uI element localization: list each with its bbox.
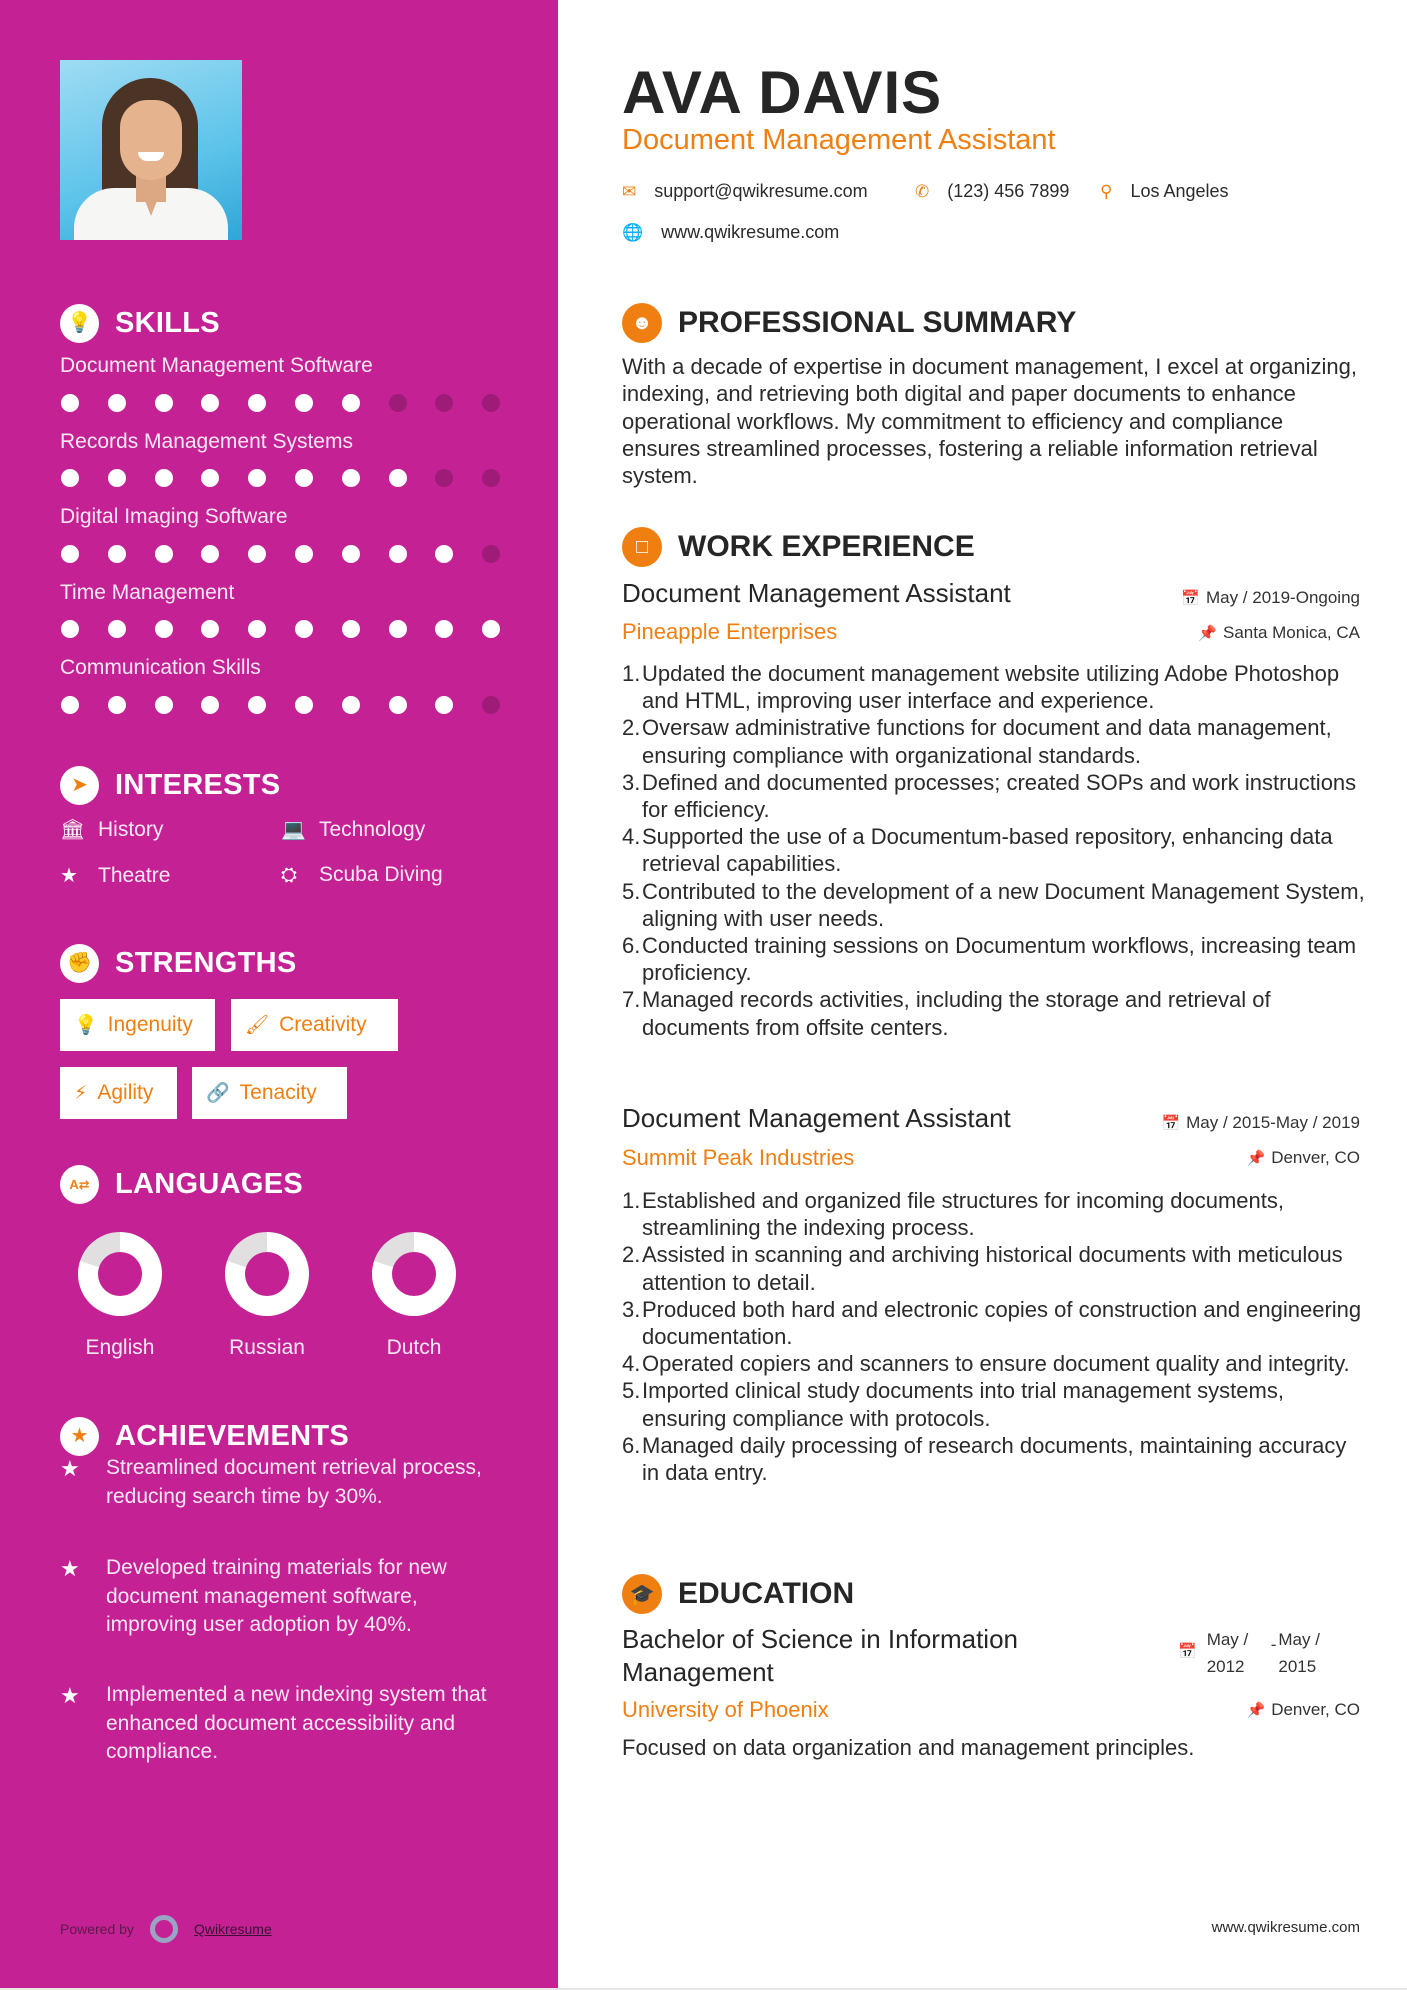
- pushpin-icon: 📌: [1198, 625, 1217, 642]
- life-ring-icon: ⛭: [281, 863, 297, 886]
- job-bullet: 1. Updated the document management website utilizing Adobe Photoshop and HTML, improving user interface and experience.: [622, 661, 1340, 714]
- rating-dot: [389, 545, 407, 563]
- rating-dot: [61, 545, 79, 563]
- pushpin-icon: 📌: [1246, 1150, 1266, 1167]
- education-heading: 🎓 EDUCATION: [622, 1574, 854, 1614]
- rating-dot: [389, 696, 407, 714]
- rating-dot: [201, 696, 219, 714]
- rating-dot: [155, 620, 173, 638]
- strengths-heading: ✊ STRENGTHS: [60, 943, 297, 983]
- job-role: Document Management Assistant: [622, 578, 1011, 608]
- summary-text: With a decade of expertise in document management, I excel at organizing, indexing, and retrieving both digital and paper documents to enhance operational workflows. My commitment to efficiency and compliance ensures streamlined processes, fostering a reliable information retrieval system.: [622, 354, 1357, 489]
- rating-dot: [201, 545, 219, 563]
- calendar-icon: 📅: [1178, 1643, 1197, 1660]
- strength-chip-creativity: 🖌 Creativity: [231, 999, 398, 1051]
- rating-dot: [61, 696, 79, 714]
- achievement-item: ★ Implemented a new indexing system that enhanced document accessibility and compliance.: [60, 1681, 500, 1767]
- link-icon: 🔗: [206, 1083, 230, 1104]
- fist-icon: ✊: [60, 944, 99, 983]
- interest-theatre: ★ Theatre: [60, 863, 171, 887]
- rating-dot: [61, 394, 79, 412]
- graduate-icon: 🎓: [622, 1574, 662, 1614]
- skill-label: Time Management: [60, 581, 235, 604]
- rating-dot: [389, 469, 407, 487]
- job-bullet: 5. Contributed to the development of a new Document Management System, aligning with user needs.: [622, 878, 1365, 931]
- rating-dot: [482, 545, 500, 563]
- achievements-heading: ★ ACHIEVEMENTS: [60, 1416, 349, 1456]
- education-school: University of Phoenix: [622, 1697, 829, 1722]
- rating-dot: [295, 620, 313, 638]
- skill-rating: [61, 696, 529, 714]
- contact-location: ⚲ Los Angeles: [1100, 181, 1229, 201]
- interests-heading: ➤ INTERESTS: [60, 765, 280, 805]
- job-bullet: 2. Oversaw administrative functions for document and data management, ensuring compliance with organizational standards.: [622, 715, 1332, 768]
- rating-dot: [342, 696, 360, 714]
- rating-dot: [248, 620, 266, 638]
- experience-heading: □ WORK EXPERIENCE: [622, 527, 975, 567]
- rating-dot: [155, 696, 173, 714]
- rating-dot: [435, 394, 453, 412]
- star-award-icon: ★: [60, 1456, 80, 1481]
- rating-dot: [342, 545, 360, 563]
- job-bullet: 2. Assisted in scanning and archiving historical documents with meticulous attention to detail.: [622, 1242, 1343, 1295]
- rating-dot: [108, 620, 126, 638]
- job-role: Document Management Assistant: [622, 1103, 1011, 1133]
- footer-url[interactable]: www.qwikresume.com: [1211, 1919, 1360, 1936]
- qwikresume-logo-icon: [150, 1915, 178, 1943]
- rating-dot: [201, 394, 219, 412]
- strength-chip-tenacity: 🔗 Tenacity: [192, 1067, 347, 1119]
- skill-label: Communication Skills: [60, 656, 261, 679]
- rating-dot: [435, 545, 453, 563]
- achievement-item: ★ Streamlined document retrieval process, reducing search time by 30%.: [60, 1454, 500, 1511]
- skill-rating: [61, 469, 529, 487]
- job-bullet: 1. Established and organized file structures for incoming documents, streamlining the indexing process.: [622, 1188, 1285, 1241]
- language-proficiency-donut: [225, 1232, 309, 1316]
- job-bullets: [622, 660, 1368, 1041]
- skill-rating: [61, 394, 529, 412]
- skill-rating: [61, 620, 529, 638]
- museum-icon: 🏛: [60, 819, 86, 841]
- rating-dot: [295, 394, 313, 412]
- education-description: Focused on data organization and management principles.: [622, 1735, 1195, 1760]
- rating-dot: [108, 545, 126, 563]
- star-award-icon: ★: [60, 1417, 99, 1456]
- candidate-title: Document Management Assistant: [622, 124, 1056, 156]
- rating-dot: [482, 469, 500, 487]
- powered-by: Powered by Qwikresume: [60, 1915, 272, 1943]
- language-label: English: [85, 1336, 155, 1359]
- rating-dot: [482, 620, 500, 638]
- rating-dot: [342, 394, 360, 412]
- pushpin-icon: 📌: [1246, 1702, 1266, 1719]
- job-company: Summit Peak Industries: [622, 1145, 855, 1170]
- job-bullet: 6. Conducted training sessions on Documentum workflows, increasing team proficiency.: [622, 933, 1357, 986]
- star-award-icon: ★: [60, 1556, 80, 1581]
- interest-history: 🏛 History: [60, 817, 164, 841]
- rating-dot: [435, 469, 453, 487]
- rating-dot: [389, 394, 407, 412]
- interest-technology: 💻 Technology: [281, 817, 426, 841]
- job-bullet: 3. Produced both hard and electronic copies of construction and engineering documentation.: [622, 1296, 1362, 1350]
- rating-dot: [248, 545, 266, 563]
- rating-dot: [108, 394, 126, 412]
- contact-website[interactable]: 🌐 www.qwikresume.com: [622, 222, 840, 242]
- rating-dot: [295, 696, 313, 714]
- contact-phone[interactable]: ✆ (123) 456 7899: [915, 181, 1070, 201]
- job-company: Pineapple Enterprises: [622, 619, 838, 644]
- strength-chip-ingenuity: 💡 Ingenuity: [60, 999, 215, 1051]
- bolt-icon: ⚡: [74, 1082, 88, 1104]
- paper-plane-icon: ➤: [60, 766, 99, 805]
- globe-icon: 🌐: [622, 222, 644, 242]
- rating-dot: [342, 620, 360, 638]
- languages-heading: A⇄ LANGUAGES: [60, 1164, 303, 1204]
- degree-line-2: Management: [622, 1657, 774, 1687]
- rating-dot: [435, 620, 453, 638]
- job-bullet: 7. Managed records activities, including the storage and retrieval of documents from offsite centers.: [622, 987, 1271, 1040]
- job-dates: 📅 May / 2015-May / 2019: [1161, 1113, 1360, 1132]
- job-bullets: [622, 1187, 1368, 1486]
- achievement-item: ★ Developed training materials for new document management software, improving user adoption by 40%.: [60, 1554, 500, 1640]
- job-bullet: 3. Defined and documented processes; created SOPs and work instructions for efficiency.: [622, 769, 1357, 823]
- rating-dot: [295, 469, 313, 487]
- contact-email[interactable]: ✉ support@qwikresume.com: [622, 181, 868, 201]
- summary-heading: ☻ PROFESSIONAL SUMMARY: [622, 303, 1076, 343]
- paintbrush-icon: 🖌: [245, 1015, 270, 1036]
- user-icon: ☻: [622, 303, 662, 343]
- lightbulb-icon: 💡: [74, 1015, 98, 1036]
- rating-dot: [435, 696, 453, 714]
- office-chair-icon: □: [622, 527, 662, 567]
- language-proficiency-donut: [78, 1232, 162, 1316]
- education-location: 📌 Denver, CO: [1246, 1700, 1360, 1719]
- job-bullet: 6. Managed daily processing of research documents, maintaining accuracy in data entry.: [622, 1432, 1347, 1486]
- skill-label: Digital Imaging Software: [60, 505, 288, 528]
- rating-dot: [155, 545, 173, 563]
- candidate-name: AVA DAVIS: [622, 59, 943, 126]
- language-label: Russian: [229, 1336, 305, 1359]
- rating-dot: [248, 469, 266, 487]
- rating-dot: [389, 620, 407, 638]
- degree-line-1: Bachelor of Science in Information: [622, 1624, 1018, 1654]
- rating-dot: [108, 696, 126, 714]
- job-bullet: 5. Imported clinical study documents into trial management systems, ensuring compliance with protocols.: [622, 1378, 1284, 1431]
- rating-dot: [342, 469, 360, 487]
- rating-dot: [108, 469, 126, 487]
- job-location: 📌 Santa Monica, CA: [1198, 623, 1360, 642]
- rating-dot: [482, 696, 500, 714]
- rating-dot: [61, 620, 79, 638]
- rating-dot: [248, 696, 266, 714]
- strength-chip-agility: ⚡ Agility: [60, 1067, 177, 1119]
- rating-dot: [295, 545, 313, 563]
- star-award-icon: ★: [60, 1683, 80, 1708]
- job-dates: 📅 May / 2019-Ongoing: [1181, 588, 1360, 607]
- qwikresume-link[interactable]: Qwikresume: [193, 1921, 272, 1937]
- job-bullet: 4. Operated copiers and scanners to ensure document quality and integrity.: [622, 1351, 1350, 1377]
- laptop-icon: 💻: [281, 819, 306, 841]
- calendar-icon: 📅: [1161, 1115, 1181, 1132]
- rating-dot: [248, 394, 266, 412]
- job-location: 📌 Denver, CO: [1246, 1148, 1360, 1167]
- skills-heading: 💡 SKILLS: [60, 303, 220, 343]
- rating-dot: [155, 394, 173, 412]
- profile-photo: [60, 60, 242, 240]
- skill-label: Records Management Systems: [60, 430, 353, 453]
- language-item: [354, 1232, 474, 1360]
- phone-icon: ✆: [915, 181, 930, 201]
- rating-dot: [482, 394, 500, 412]
- rating-dot: [61, 469, 79, 487]
- envelope-icon: ✉: [622, 181, 637, 201]
- language-label: Dutch: [386, 1336, 442, 1359]
- skill-rating: [61, 545, 529, 563]
- sidebar: [0, 0, 558, 1990]
- language-icon: A⇄: [60, 1165, 99, 1204]
- language-item: [207, 1232, 327, 1360]
- education-dates: 📅 May / 2012 - May / 2015: [1178, 1626, 1320, 1680]
- lightbulb-icon: 💡: [60, 304, 99, 343]
- rating-dot: [201, 469, 219, 487]
- rating-dot: [201, 620, 219, 638]
- map-pin-icon: ⚲: [1100, 181, 1113, 201]
- star-icon: ★: [60, 865, 78, 887]
- language-proficiency-donut: [372, 1232, 456, 1316]
- job-bullet: 4. Supported the use of a Documentum-based repository, enhancing data retrieval capabilities.: [622, 824, 1333, 877]
- skill-label: Document Management Software: [60, 354, 373, 377]
- language-item: [60, 1232, 180, 1360]
- rating-dot: [155, 469, 173, 487]
- interest-scuba-diving: ⛭ Scuba Diving: [281, 863, 443, 886]
- calendar-icon: 📅: [1181, 590, 1200, 607]
